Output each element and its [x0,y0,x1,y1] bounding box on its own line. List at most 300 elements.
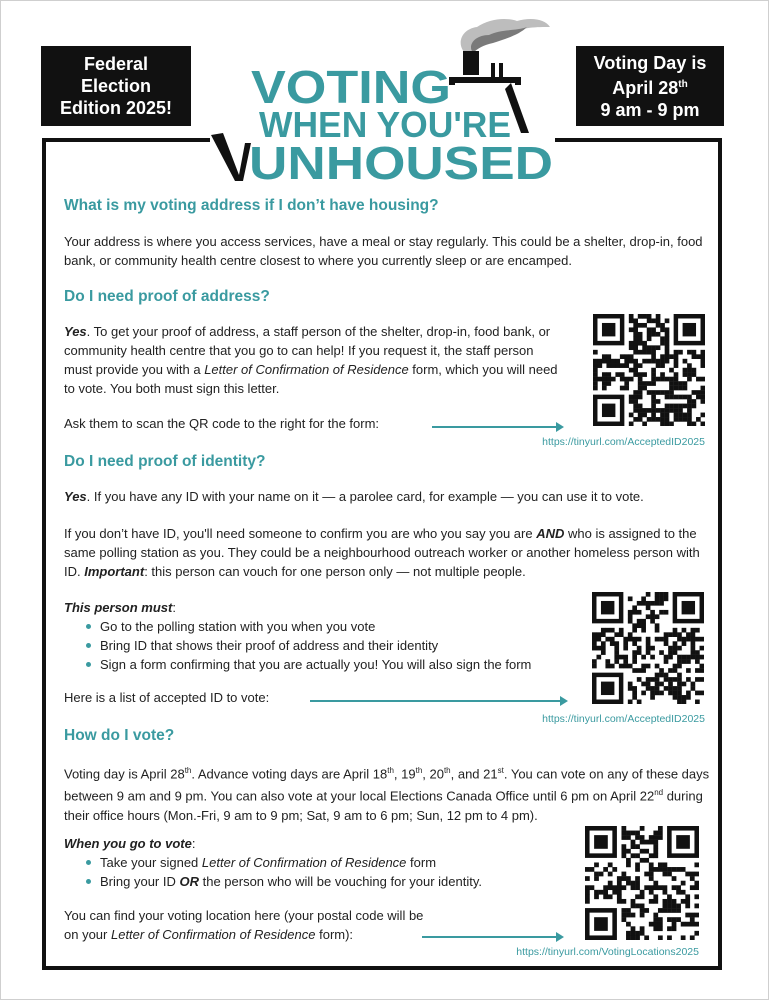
qr-module [606,363,611,368]
qr-module [690,913,695,918]
qr-module [672,867,677,872]
qr-module [624,363,629,368]
qr-module [673,641,678,646]
qr-module [674,395,679,400]
qr-module [621,908,626,913]
qr-module [611,363,616,368]
qr-module [642,381,647,386]
qr-module [631,935,636,940]
qr-module [673,677,678,682]
qr-module [694,885,699,890]
qr-module [665,395,670,400]
qr-module [623,637,628,642]
qr-module [638,381,643,386]
qr-module [672,904,677,909]
qr-module [685,913,690,918]
qr-module [633,332,638,337]
qr-module [685,899,690,904]
qr-module [701,386,705,391]
qr-module [610,637,615,642]
qr-module [626,935,631,940]
qr-module [637,646,642,651]
qr-module [640,931,645,936]
qr-module [683,359,688,364]
qr-module [651,399,656,404]
qr-module [605,628,610,633]
qr-module [692,368,697,373]
qr-module [674,417,679,422]
qr-module [631,899,636,904]
qr-module [650,610,655,615]
qr-module [614,655,619,660]
qr-module [640,826,645,831]
qr-module [690,872,695,877]
qr-module [658,826,663,831]
qr-module [658,926,663,931]
qr-module [655,637,660,642]
qr-module [663,890,668,895]
qr-module [631,926,636,931]
qr-module [664,655,669,660]
qr-module [655,682,660,687]
qr-module [676,867,681,872]
qr-module [681,881,686,886]
qr-module [640,926,645,931]
qr-module [647,314,652,319]
qr-module [678,395,683,400]
qr-code-icon[interactable] [592,592,704,704]
heading-voting-address: What is my voting address if I don’t have housing? [64,197,439,214]
qr-module [617,876,622,881]
qr-module [632,641,637,646]
heading-proof-address: Do I need proof of address? [64,288,270,305]
qr-module [668,686,673,691]
qr-module [602,386,607,391]
qr-module [594,862,599,867]
qr-module [650,619,655,624]
qr-module [640,849,645,854]
qr-module [605,659,610,664]
qr-module [668,632,673,637]
qr-code-icon[interactable] [593,314,705,426]
qr-module [624,381,629,386]
qr-module [664,592,669,597]
qr-module [629,345,634,350]
qr-module [642,350,647,355]
qr-module [683,372,688,377]
qr-module [601,601,614,614]
qr-module [669,377,674,382]
qr-module [629,377,634,382]
qr-module [610,628,615,633]
qr-module [635,885,640,890]
qr-module [701,390,705,395]
qr-module [660,422,665,426]
qr-module [653,913,658,918]
qr-module [647,345,652,350]
voting-address-text: Your address is where you access services, have a meal or stay regularly. This could be a shelter, drop-in, food bank, or community health centre closest to where you currently sleep or are encamped. [64,234,703,268]
qr-module [642,341,647,346]
qr-module [638,377,643,382]
qr-module [626,922,631,927]
qr-module [633,336,638,341]
qr-module [651,417,656,422]
qr-module [673,646,678,651]
qr-module [665,345,670,350]
qr-module [640,908,645,913]
qr-module [647,408,652,413]
qr-module [682,700,687,704]
logo [205,15,565,185]
qr-module [593,381,598,386]
qr-module [701,350,705,355]
qr-module [653,835,658,840]
qr-module [642,408,647,413]
qr-module [637,700,642,704]
qr-module [602,404,615,417]
qr-module [649,899,654,904]
qr-module [665,354,670,359]
qr-module [596,655,601,660]
qr-module [646,686,651,691]
qr-module [646,601,651,606]
qr-module [676,904,681,909]
qr-module [687,372,692,377]
qr-module [594,890,599,895]
qr-module [603,867,608,872]
qr-module [649,890,654,895]
qr-module [647,332,652,337]
qr-module [629,395,634,400]
qr-module [615,359,620,364]
qr-module [637,668,642,673]
qr-module [660,408,665,413]
qr-module [655,592,660,597]
qr-module [640,913,645,918]
qr-module [601,632,606,637]
qr-module [660,413,665,418]
qr-module [686,677,691,682]
qr-module [646,650,651,655]
qr-module [667,926,672,931]
qr-module [695,691,700,696]
qr-module [695,628,700,633]
qr-module [624,354,629,359]
voting-day-line-3: 9 am - 9 pm [600,99,700,120]
qr-module [655,601,660,606]
qr-module [626,849,631,854]
qr-module [647,417,652,422]
qr-module [647,336,652,341]
qr-module [619,628,624,633]
qr-module [647,318,652,323]
qr-module [678,404,683,409]
qr-module [626,876,631,881]
qr-module [668,691,673,696]
qr-module [651,390,656,395]
qr-module [637,610,642,615]
qr-module [637,637,642,642]
qr-module [681,890,686,895]
qr-module [594,835,608,849]
qr-module [628,614,633,619]
qr-module [585,867,590,872]
list-item: Sign a form confirming that you are actually you! You will also sign the form [100,655,564,674]
qr-module [632,610,637,615]
qr-module [638,341,643,346]
qr-module [614,641,619,646]
qr-module [628,610,633,615]
qr-module [601,682,614,695]
qr-module [602,359,607,364]
qr-module [642,323,647,328]
qr-module [664,641,669,646]
qr-module [669,404,674,409]
qr-module [690,876,695,881]
qr-module [673,650,678,655]
qr-module [632,623,637,628]
qr-module [633,395,638,400]
qr-module [700,646,704,651]
qr-module [687,363,692,368]
qr-module [646,641,651,646]
qr-module [615,372,620,377]
qr-module [619,664,624,669]
qr-module [585,890,590,895]
qr-module [612,867,617,872]
qr-module [663,904,668,909]
qr-module [681,867,686,872]
qr-module [692,399,697,404]
qr-module [651,408,656,413]
qr-module [602,323,615,336]
qr-module [677,637,682,642]
qr-module [665,417,670,422]
qr-module [677,700,682,704]
qr-module [633,345,638,350]
qr-module [593,372,598,377]
qr-module [621,917,626,922]
qr-module [682,659,687,664]
qr-module [632,686,637,691]
qr-module [653,926,658,931]
qr-module [701,359,705,364]
qr-module [641,691,646,696]
qr-module [659,673,664,678]
qr-module [585,876,590,881]
qr-module [691,682,696,687]
qr-module [664,632,669,637]
qr-module [687,417,692,422]
qr-module [602,381,607,386]
qr-module [690,922,695,927]
qr-module [629,422,634,426]
qr-module [665,390,670,395]
qr-module [603,885,608,890]
qr-module [687,377,692,382]
qr-module [593,386,598,391]
qr-module [635,894,640,899]
qr-module [660,372,665,377]
qr-module [701,422,705,426]
qr-module [659,610,664,615]
qr-module [623,659,628,664]
find-location-text: You can find your voting location here (your postal code will be on your Letter of Confirmation of Residence form): [64,908,424,942]
qr-module [678,413,683,418]
qr-module [653,840,658,845]
qr-module [665,327,670,332]
qr-module [695,655,700,660]
qr-module [683,323,696,336]
qr-module [685,894,690,899]
qr-module [590,885,595,890]
qr-module [614,632,619,637]
qr-module [695,659,700,664]
qr-module [626,862,631,867]
qr-url-accepted-id-2[interactable]: https://tinyurl.com/AcceptedID2025 [542,713,705,725]
qr-module [651,395,656,400]
qr-module [656,377,661,382]
qr-module [592,646,597,651]
qr-module [690,917,695,922]
qr-module [644,885,649,890]
qr-module [655,596,660,601]
qr-module [678,417,683,422]
qr-module [620,377,625,382]
qr-module [632,605,637,610]
qr-module [593,350,598,355]
qr-module [665,336,670,341]
qr-module [663,899,668,904]
qr-module [642,345,647,350]
qr-module [640,894,645,899]
edition-line-2: Election [80,76,151,96]
qr-module [623,646,628,651]
qr-module [695,668,700,673]
voting-day-line-1: Voting Day is [593,52,707,73]
qr-module [691,655,696,660]
qr-module [650,691,655,696]
qr-module [700,677,704,682]
qr-module [677,673,682,678]
qr-module [635,844,640,849]
qr-module [642,359,647,364]
qr-module [686,695,691,700]
qr-module [668,655,673,660]
qr-module [656,359,661,364]
qr-module [676,917,681,922]
qr-module [633,323,638,328]
qr-module [629,354,634,359]
qr-module [610,664,615,669]
qr-module [691,637,696,642]
qr-module [641,619,646,624]
qr-module [653,881,658,886]
qr-module [631,904,636,909]
qr-module [608,872,613,877]
qr-module [593,368,598,373]
qr-module [692,354,697,359]
voting-day-badge [576,46,724,126]
qr-module [629,399,634,404]
qr-module [605,664,610,669]
qr-module [641,628,646,633]
qr-module [594,917,608,931]
qr-module [629,413,634,418]
qr-module [672,917,677,922]
qr-module [659,592,664,597]
qr-module [656,314,661,319]
qr-module [610,641,615,646]
qr-module [683,381,688,386]
qr-module [664,677,669,682]
qr-module [632,655,637,660]
qr-module [637,650,642,655]
qr-module [655,673,660,678]
qr-module [637,677,642,682]
qr-module [632,650,637,655]
qr-module [673,628,678,633]
qr-module [687,413,692,418]
qr-module [651,377,656,382]
qr-module [694,931,699,936]
qr-module [638,386,643,391]
qr-module [626,913,631,918]
qr-module [621,826,626,831]
qr-module [686,659,691,664]
qr-module [635,862,640,867]
qr-module [694,894,699,899]
qr-module [624,377,629,382]
qr-module [656,345,661,350]
qr-module [647,390,652,395]
voting-day-line-2: April 28th [612,77,688,98]
qr-module [626,831,631,836]
qr-module [646,614,651,619]
logo-line-1: VOTING [251,61,451,113]
qr-module [626,858,631,863]
qr-module [629,327,634,332]
qr-module [635,835,640,840]
qr-module [692,390,697,395]
qr-module [631,831,636,836]
qr-module [624,386,629,391]
qr-module [677,677,682,682]
qr-module [617,881,622,886]
qr-module [606,359,611,364]
qr-module [651,354,656,359]
qr-module [665,377,670,382]
qr-module [696,395,701,400]
qr-url-voting-locations[interactable]: https://tinyurl.com/VotingLocations2025 [516,946,699,958]
qr-module [665,422,670,426]
qr-code-icon[interactable] [585,826,699,940]
qr-module [664,596,669,601]
qr-module [633,390,638,395]
qr-module [687,350,692,355]
qr-module [594,876,599,881]
qr-module [611,359,616,364]
qr-module [623,641,628,646]
qr-module [672,922,677,927]
qr-url-accepted-id-1[interactable]: https://tinyurl.com/AcceptedID2025 [542,436,705,448]
qr-module [696,390,701,395]
how-vote-text: Voting day is April 28th. Advance voting days are April 18th, 19th, 20th, and 21st. You can vote on any of these days between 9 am and 9 pm. You can also vote at your local Elections Canada Office until 6 pm on April 22nd during their office hours (Mon.-Fri, 9 am to 9 pm; Sat, 9 am to 6 pm; Sun, 12 pm to 4 pm). [64,766,710,823]
qr-module [655,614,660,619]
qr-module [656,318,661,323]
qr-module [620,386,625,391]
qr-module [593,363,598,368]
